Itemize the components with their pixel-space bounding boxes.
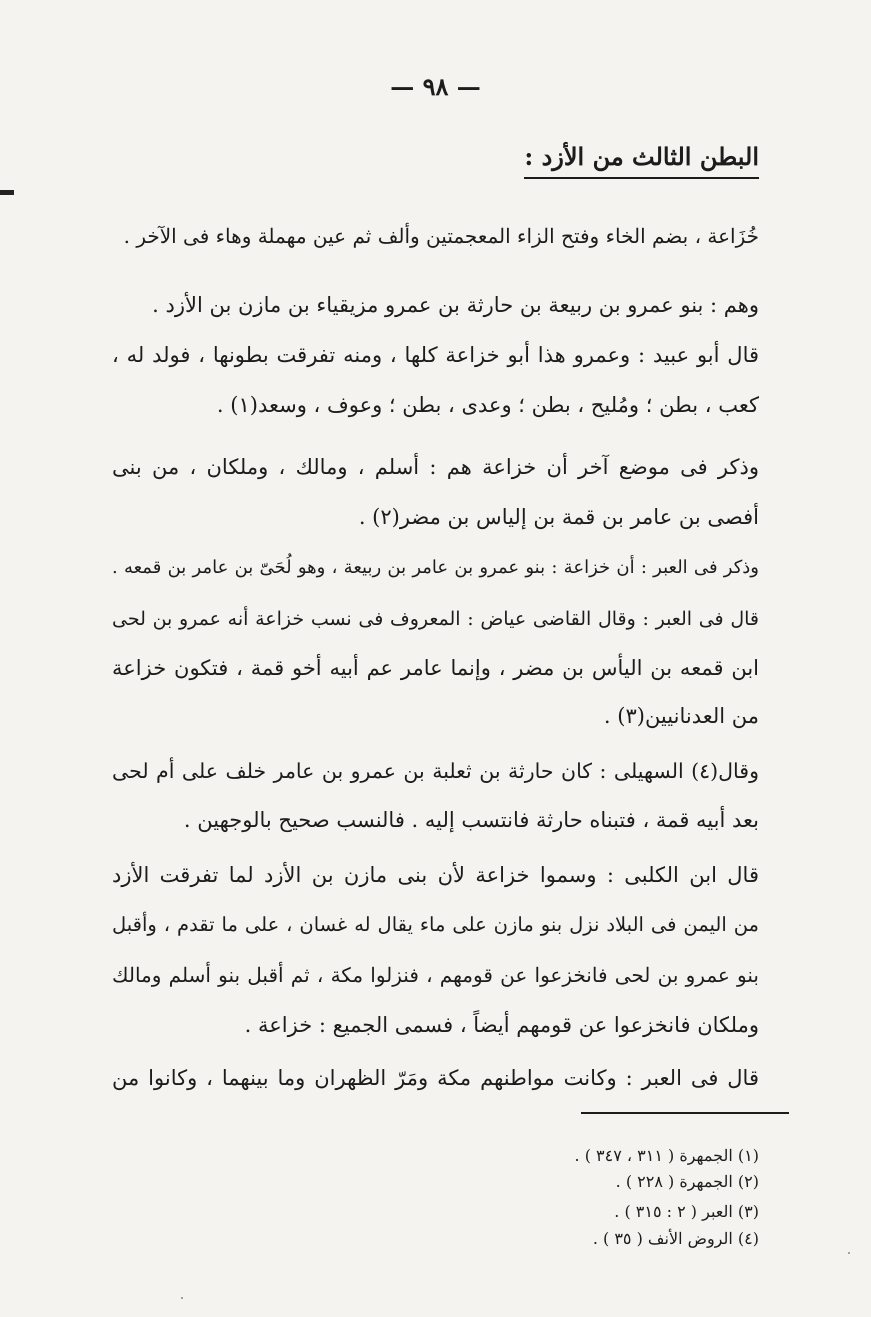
body-line: بعد أبيه قمة ، فتبناه حارثة فانتسب إليه . فالنسب صحيح بالوجهين .	[183, 808, 759, 832]
edge-mark	[0, 190, 14, 195]
body-line: أفصى بن عامر بن قمة بن إلياس بن مضر(٢) .	[358, 505, 759, 529]
footnote: (١) الجمهرة ( ٣١١ ، ٣٤٧ ) .	[574, 1146, 759, 1165]
footnote: (٤) الروض الأنف ( ٣٥ ) .	[592, 1229, 759, 1248]
body-line: وهم : بنو عمرو بن ربيعة بن حارثة بن عمرو مزيقياء بن مازن بن الأزد .	[152, 293, 759, 317]
scan-speck	[181, 1297, 183, 1299]
footnote: (٢) الجمهرة ( ٢٢٨ ) .	[615, 1172, 759, 1191]
body-line: وملكان فانخزعوا عن قومهم أيضاً ، فسمى الجميع : خزاعة .	[244, 1013, 759, 1037]
page-number: — ٩٨ —	[390, 72, 481, 101]
footnote: (٣) العبر ( ٢ : ٣١٥ ) .	[614, 1202, 759, 1221]
body-line: قال ابن الكلبى : وسموا خزاعة لأن بنى مازن بن الأزد لما تفرقت الأزد	[112, 863, 759, 887]
section-heading: البطن الثالث من الأزد :	[524, 142, 759, 179]
body-line: قال فى العبر : وقال القاضى عياض : المعروف فى نسب خزاعة أنه عمرو بن لحى	[112, 608, 759, 630]
body-line: قال أبو عبيد : وعمرو هذا أبو خزاعة كلها ، ومنه تفرقت بطونها ، فولد له ،	[112, 343, 759, 367]
body-line: وذكر فى العبر : أن خزاعة : بنو عمرو بن عامر بن ربيعة ، وهو لُحَىّ بن عامر بن قمعه .	[112, 557, 759, 578]
body-line: بنو عمرو بن لحى فانخزعوا عن قومهم ، فنزلوا مكة ، ثم أقبل بنو أسلم ومالك	[112, 963, 759, 987]
body-line: من العدنانيين(٣) .	[603, 704, 759, 728]
body-line: ابن قمعه بن اليأس بن مضر ، وإنما عامر عم أبيه أخو قمة ، فتكون خزاعة	[112, 656, 760, 680]
body-line: خُزَاعة ، بضم الخاء وفتح الزاء المعجمتين وألف ثم عين مهملة وهاء فى الآخر .	[123, 224, 759, 248]
body-line: قال فى العبر : وكانت مواطنهم مكة ومَرّ الظهران وما بينهما ، وكانوا من	[112, 1066, 759, 1090]
body-line: كعب ، بطن ؛ ومُليح ، بطن ؛ وعدى ، بطن ؛ وعوف ، وسعد(١) .	[216, 393, 759, 417]
scan-speck	[848, 1252, 850, 1254]
body-line: وقال(٤) السهيلى : كان حارثة بن ثعلبة بن عمرو بن عامر خلف على أم لحى	[112, 759, 759, 783]
body-line: من اليمن فى البلاد نزل بنو مازن على ماء يقال له غسان ، على ما تقدم ، وأقبل	[112, 913, 759, 936]
footnote-divider	[581, 1112, 789, 1114]
body-line: وذكر فى موضع آخر أن خزاعة هم : أسلم ، ومالك ، وملكان ، من بنى	[112, 455, 759, 479]
